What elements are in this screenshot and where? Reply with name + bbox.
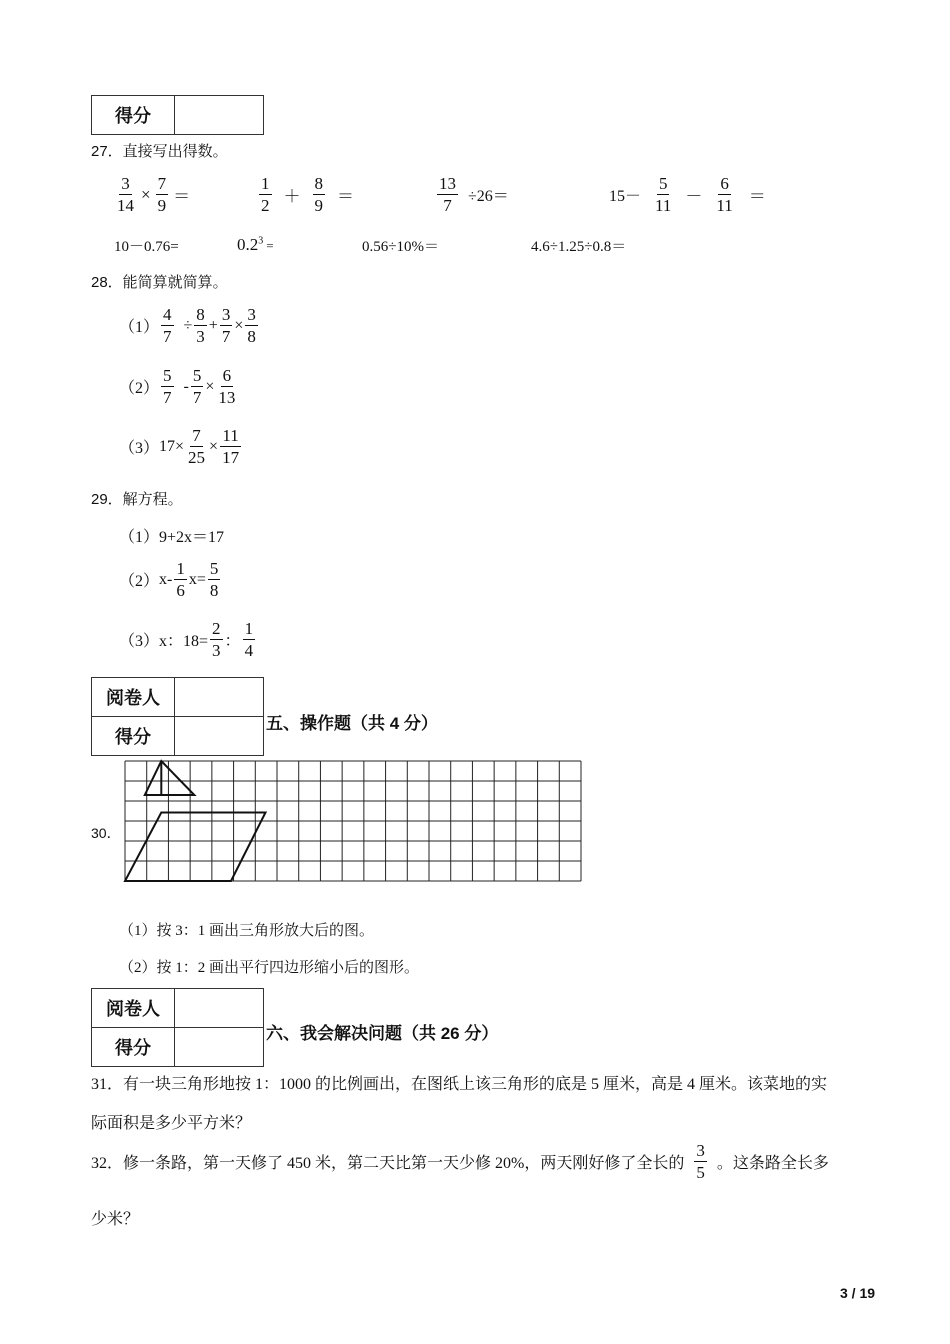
- expression-middle: x=: [188, 570, 206, 588]
- equals: ＝: [173, 187, 191, 206]
- score-value-cell[interactable]: [175, 96, 264, 135]
- frac-numerator: 3: [696, 1141, 705, 1160]
- page-number: 3 / 19: [840, 1285, 876, 1301]
- score-box-3: [91, 988, 264, 1067]
- triangle-shape: [145, 761, 195, 795]
- parallelogram-shape: [125, 813, 266, 882]
- q29-part-1: （1）9+2x＝17: [119, 529, 225, 546]
- frac-denominator: 9: [157, 196, 167, 215]
- expression-middle: ：: [224, 633, 241, 650]
- q30-number: 30．: [91, 825, 121, 841]
- q27-item-2: [257, 175, 357, 214]
- section-5-title: 五、操作题（共 4 分）: [266, 714, 438, 733]
- frac-denominator: 6: [176, 581, 185, 600]
- score-box-2: [91, 677, 264, 756]
- part-label: （2）: [119, 573, 160, 590]
- q28-title: 28．能简算就简算。: [91, 274, 228, 291]
- frac-denominator: 8: [209, 581, 219, 600]
- expression-rest: ÷26＝: [468, 188, 509, 205]
- frac-numerator: 8: [196, 305, 205, 324]
- section-6-title: 六、我会解决问题（共 26 分）: [266, 1024, 499, 1043]
- equals: ＝: [748, 187, 766, 206]
- frac-numerator: 13: [439, 174, 456, 193]
- frac-denominator: 25: [188, 448, 206, 467]
- frac-denominator: 2: [261, 196, 270, 215]
- score-box-1: [91, 95, 264, 135]
- score-label: 得分: [92, 96, 175, 135]
- q27-title: 27．直接写出得数。: [91, 143, 228, 160]
- operator: ÷: [183, 316, 193, 334]
- operator: －: [685, 187, 703, 206]
- reviewer-value-cell[interactable]: [175, 678, 264, 717]
- frac-denominator: 8: [247, 327, 256, 346]
- frac-numerator: 11: [222, 426, 239, 445]
- reviewer-value-cell[interactable]: [175, 989, 264, 1028]
- q31-line-1: 31．有一块三角形地按 1：1000 的比例画出，在图纸上该三角形的底是 5 厘米，高是 4 厘米。该菜地的实: [91, 1076, 828, 1093]
- expression-prefix: 17×: [159, 437, 185, 455]
- frac-denominator: 11: [716, 196, 733, 215]
- part-label: （3）: [119, 440, 160, 457]
- frac-numerator: 3: [121, 174, 130, 193]
- q28-part-1: [119, 306, 260, 345]
- frac-denominator: 13: [218, 388, 236, 407]
- expression-prefix: x：18=: [159, 633, 209, 650]
- q30-part-2: （2）按 1：2 画出平行四边形缩小后的图形。: [119, 960, 420, 976]
- grid-diagram: [123, 759, 583, 885]
- q27-item-8: 4.6÷1.25÷0.8＝: [531, 239, 627, 255]
- frac-denominator: 7: [163, 327, 172, 346]
- reviewer-label: 阅卷人: [92, 678, 175, 717]
- frac-numerator: 3: [221, 305, 231, 324]
- frac-numerator: 4: [163, 305, 172, 324]
- expression-prefix: 15－: [609, 188, 642, 205]
- frac-numerator: 2: [212, 619, 221, 638]
- frac-denominator: 3: [196, 327, 205, 346]
- grid-lines: [125, 761, 581, 881]
- operator: ×: [141, 184, 151, 204]
- part-label: （3）: [119, 633, 160, 650]
- frac-denominator: 7: [163, 388, 172, 407]
- q28-part-2: [119, 367, 239, 406]
- frac-denominator: 4: [244, 641, 254, 660]
- equals: =: [266, 238, 274, 253]
- q29-title: 29．解方程。: [91, 491, 183, 508]
- frac-numerator: 1: [261, 174, 270, 193]
- frac-denominator: 5: [696, 1163, 705, 1182]
- exponent: 3: [258, 235, 264, 247]
- frac-numerator: 5: [163, 366, 172, 385]
- frac-numerator: 8: [314, 174, 323, 193]
- q32-text-after: 。这条路全长多: [716, 1155, 829, 1172]
- frac-numerator: 7: [192, 426, 201, 445]
- frac-denominator: 7: [221, 327, 231, 346]
- frac-denominator: 3: [212, 641, 221, 660]
- frac-numerator: 3: [247, 305, 256, 324]
- frac-denominator: 9: [314, 196, 323, 215]
- operator: +: [208, 316, 218, 334]
- reviewer-label: 阅卷人: [92, 989, 175, 1028]
- q32-line-1: [91, 1142, 829, 1181]
- score-value-cell[interactable]: [175, 1028, 264, 1067]
- operator: ×: [234, 316, 244, 334]
- q28-part-3: [119, 427, 243, 466]
- q32-line-2: 少米？: [91, 1211, 140, 1228]
- score-value-cell[interactable]: [175, 717, 264, 756]
- q31-line-2: 际面积是多少平方米？: [91, 1115, 252, 1132]
- frac-numerator: 6: [222, 366, 232, 385]
- frac-denominator: 11: [655, 196, 672, 215]
- part-label: （2）: [119, 380, 160, 397]
- q27-item-1: [113, 175, 193, 214]
- frac-denominator: 17: [222, 448, 240, 467]
- q30-part-1: （1）按 3：1 画出三角形放大后的图。: [119, 923, 375, 939]
- q27-item-3: [435, 175, 509, 214]
- q27-item-7: 0.56÷10%＝: [362, 239, 439, 255]
- operator: ×: [205, 377, 215, 395]
- q29-part-2: [119, 560, 222, 599]
- base-number: 0.2: [237, 235, 259, 254]
- operator: ×: [209, 437, 219, 455]
- frac-numerator: 1: [176, 559, 185, 578]
- operator: ＋: [283, 187, 301, 206]
- frac-numerator: 6: [720, 174, 729, 193]
- score-label: 得分: [92, 1028, 175, 1067]
- equals: ＝: [337, 187, 354, 206]
- q27-item-4: [609, 175, 769, 214]
- score-label: 得分: [92, 717, 175, 756]
- part-label: （1）: [119, 319, 160, 336]
- frac-numerator: 5: [658, 174, 668, 193]
- frac-numerator: 5: [192, 366, 202, 385]
- q27-item-5: 10－0.76=: [114, 239, 179, 255]
- q27-item-6: [237, 235, 274, 255]
- q32-text-before: 32．修一条路，第一天修了 450 米，第二天比第一天少修 20%，两天刚好修了全长的: [91, 1155, 685, 1172]
- frac-denominator: 14: [117, 196, 134, 215]
- frac-numerator: 1: [244, 619, 254, 638]
- operator: -: [183, 377, 189, 395]
- frac-denominator: 7: [443, 196, 452, 215]
- q29-part-3: [119, 620, 257, 659]
- frac-numerator: 5: [209, 559, 219, 578]
- frac-denominator: 7: [192, 388, 202, 407]
- frac-numerator: 7: [157, 174, 167, 193]
- expression-prefix: x-: [159, 570, 173, 588]
